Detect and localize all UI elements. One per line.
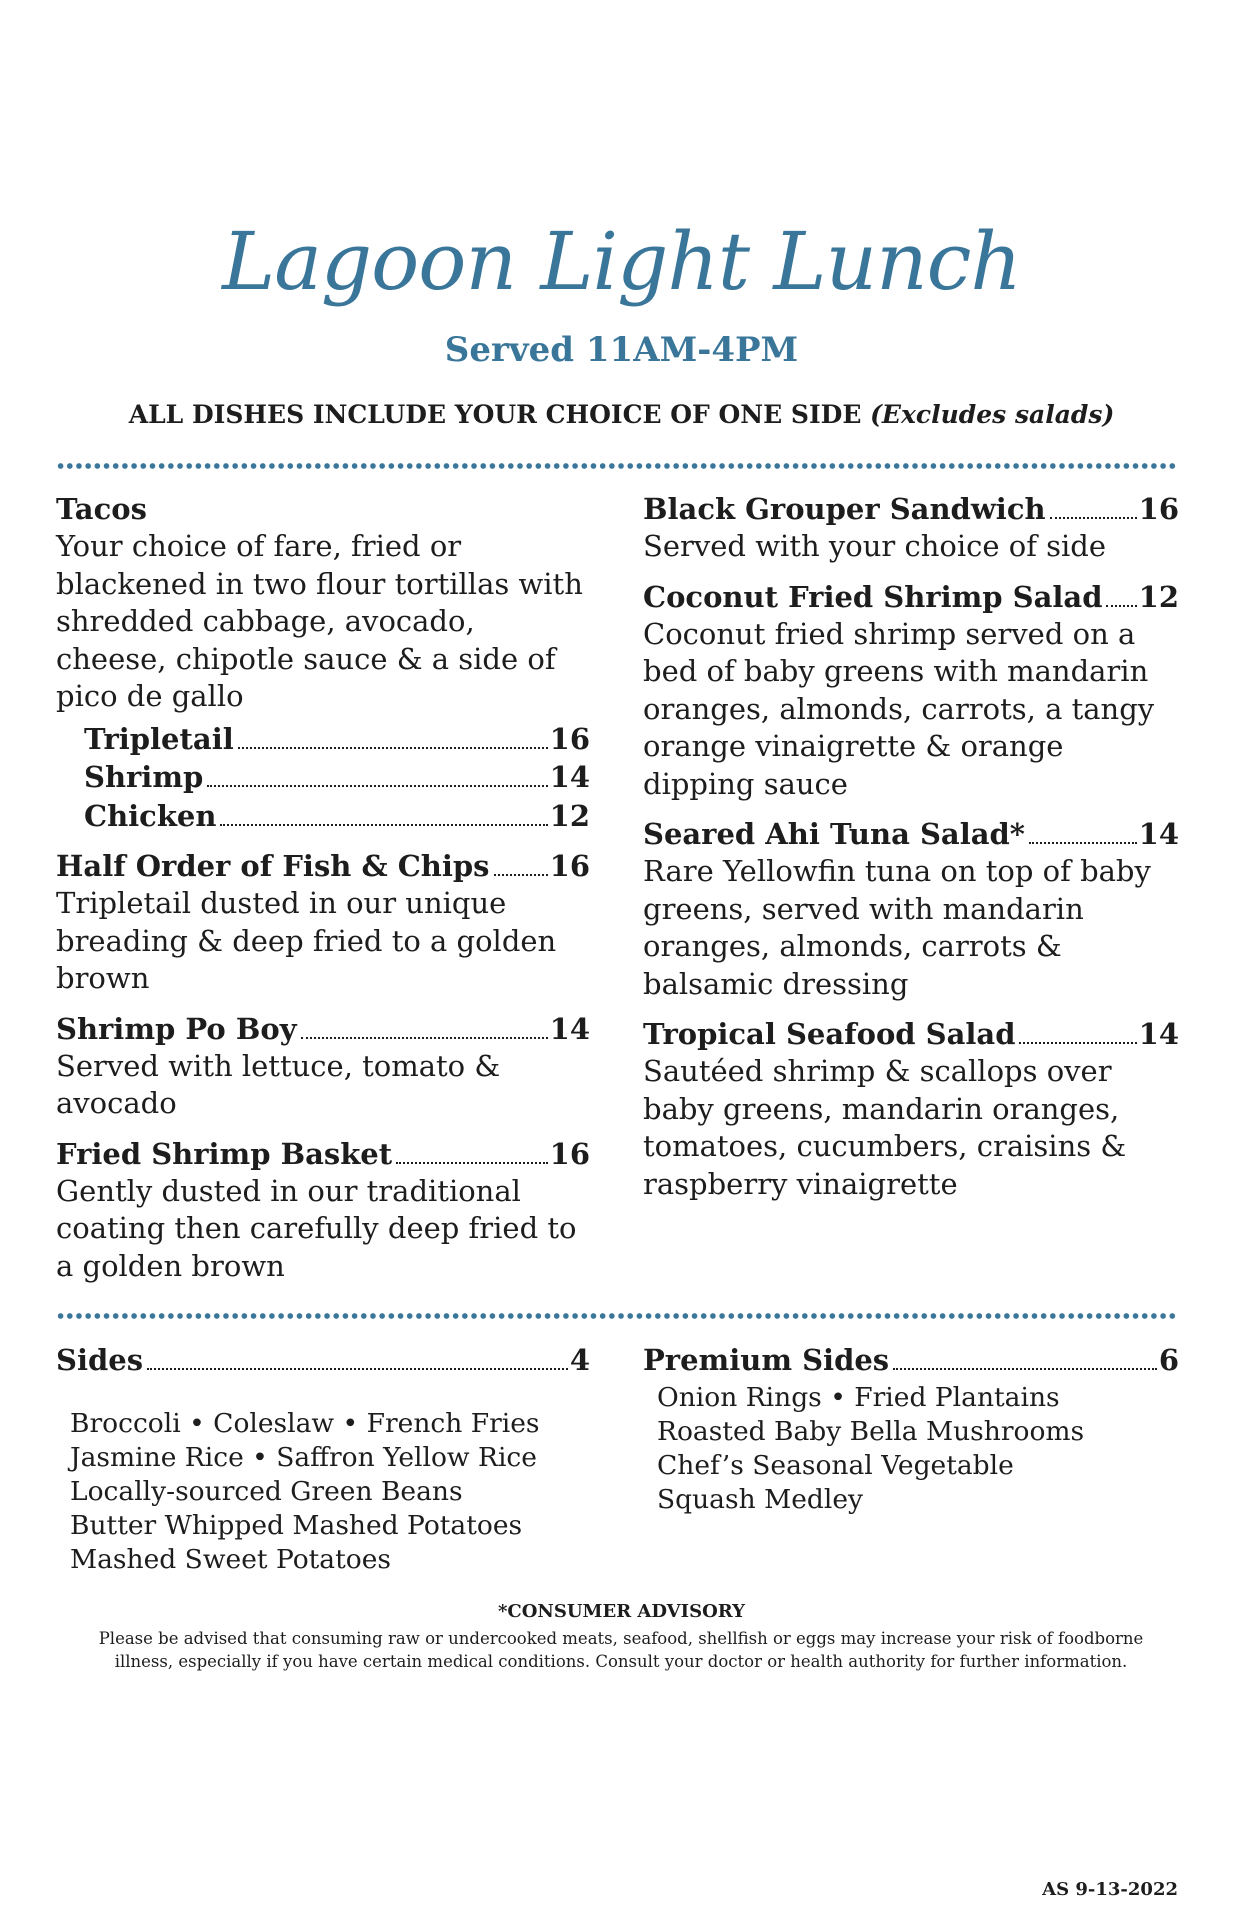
dot-leader bbox=[220, 824, 547, 826]
item-description: Coconut fried shrimp served on a bed of baby greens with mandarin oranges, almonds, carrots, a tangy orange vinaigrette & orange dipping sauce bbox=[643, 616, 1155, 801]
taco-option bbox=[84, 758, 590, 797]
sides-list bbox=[56, 1407, 590, 1577]
item-name: Fried Shrimp Basket bbox=[56, 1136, 393, 1171]
sides-section bbox=[56, 1341, 590, 1577]
dot-leader bbox=[1019, 1042, 1136, 1044]
dot-leader bbox=[1029, 842, 1137, 844]
dotted-divider-bottom bbox=[56, 1312, 1178, 1320]
document-code: AS 9-13-2022 bbox=[1042, 1879, 1178, 1900]
item-name: Shrimp Po Boy bbox=[56, 1011, 297, 1046]
sides-price: 4 bbox=[569, 1343, 590, 1377]
left-column bbox=[56, 490, 590, 1297]
item-description: Tripletail dusted in our unique breading & deep fried to a golden brown bbox=[56, 886, 557, 995]
side-notice-main: ALL DISHES INCLUDE YOUR CHOICE OF ONE SIDE bbox=[128, 400, 862, 429]
dot-leader bbox=[1050, 517, 1137, 519]
item-price: 12 bbox=[1138, 579, 1179, 614]
premium-sides-list bbox=[643, 1381, 1179, 1517]
menu-item-tacos bbox=[56, 490, 590, 835]
menu-item-fried-shrimp-basket bbox=[56, 1135, 590, 1286]
item-description: Rare Yellowfin tuna on top of baby greens, served with mandarin oranges, almonds, carrots & balsamic dressing bbox=[643, 854, 1151, 1001]
side-notice-note: (Excludes salads) bbox=[870, 400, 1115, 429]
menu-item-shrimp-po-boy bbox=[56, 1010, 590, 1123]
item-price: 14 bbox=[1138, 1017, 1179, 1051]
advisory-text bbox=[48, 1627, 1194, 1673]
dot-leader bbox=[207, 785, 547, 787]
side-notice bbox=[0, 402, 1243, 427]
option-name: Tripletail bbox=[84, 721, 234, 756]
taco-option bbox=[84, 797, 590, 836]
item-name: Tropical Seafood Salad bbox=[643, 1017, 1016, 1051]
taco-option bbox=[84, 720, 590, 759]
serving-hours: Served 11AM-4PM bbox=[444, 330, 799, 370]
side-line: Jasmine Rice • Saffron Yellow Rice bbox=[70, 1442, 537, 1473]
item-name: Half Order of Fish & Chips bbox=[56, 849, 490, 883]
menu-item-black-grouper bbox=[643, 490, 1179, 566]
item-price: 16 bbox=[1138, 492, 1179, 526]
item-description: Sautéed shrimp & scallops over baby greens, mandarin oranges, tomatoes, cucumbers, craisins & raspberry vinaigrette bbox=[643, 1054, 1127, 1201]
premium-sides-section bbox=[643, 1341, 1179, 1517]
dot-leader bbox=[238, 747, 548, 749]
side-line: Locally-sourced Green Beans bbox=[70, 1476, 463, 1507]
item-name: Coconut Fried Shrimp Salad bbox=[643, 579, 1103, 614]
item-description: Your choice of fare, fried or blackened in two flour tortillas with shredded cabbage, avocado, cheese, chipotle sauce & a side of pico de gallo bbox=[56, 529, 583, 713]
item-price: 14 bbox=[549, 1011, 590, 1046]
menu-item-tropical-seafood-salad bbox=[643, 1015, 1179, 1203]
item-description: Served with lettuce, tomato & avocado bbox=[56, 1048, 501, 1120]
menu-title: Lagoon Light Lunch bbox=[222, 215, 1021, 308]
side-line: Onion Rings • Fried Plantains bbox=[657, 1382, 1060, 1413]
side-line: Butter Whipped Mashed Potatoes bbox=[70, 1510, 523, 1541]
side-line: Broccoli • Coleslaw • French Fries bbox=[70, 1408, 540, 1439]
item-description: Gently dusted in our traditional coating then carefully deep fried to a golden brown bbox=[56, 1173, 577, 1283]
premium-sides-heading: Premium Sides bbox=[643, 1343, 890, 1377]
side-line: Chef’s Seasonal Vegetable bbox=[657, 1450, 1014, 1481]
option-name: Shrimp bbox=[84, 760, 204, 794]
dot-leader bbox=[893, 1368, 1157, 1370]
taco-options bbox=[56, 720, 590, 836]
option-price: 14 bbox=[549, 760, 590, 794]
dot-leader bbox=[396, 1162, 547, 1164]
dotted-divider-top bbox=[56, 462, 1178, 470]
advisory-line: Please be advised that consuming raw or undercooked meats, seafood, shellfish or eggs may increase your risk of foodborne bbox=[98, 1629, 1144, 1648]
advisory-line: illness, especially if you have certain medical conditions. Consult your doctor or health authority for further information. bbox=[114, 1652, 1128, 1671]
item-name: Tacos bbox=[56, 492, 147, 526]
premium-sides-price: 6 bbox=[1158, 1343, 1179, 1377]
advisory-heading: *CONSUMER ADVISORY bbox=[497, 1601, 746, 1622]
menu-item-coconut-shrimp-salad bbox=[643, 578, 1179, 804]
dot-leader bbox=[494, 874, 548, 876]
dot-leader bbox=[1106, 605, 1136, 607]
side-line: Mashed Sweet Potatoes bbox=[70, 1544, 391, 1575]
side-line: Roasted Baby Bella Mushrooms bbox=[657, 1416, 1085, 1447]
option-price: 12 bbox=[549, 798, 590, 833]
sides-heading: Sides bbox=[56, 1343, 144, 1377]
item-price: 16 bbox=[549, 1136, 590, 1171]
item-name: Black Grouper Sandwich bbox=[643, 492, 1046, 526]
right-column bbox=[643, 490, 1179, 1215]
item-price: 14 bbox=[1138, 817, 1179, 851]
item-price: 16 bbox=[549, 849, 590, 883]
side-line: Squash Medley bbox=[657, 1484, 863, 1515]
item-name: Seared Ahi Tuna Salad* bbox=[643, 817, 1025, 851]
item-description: Served with your choice of side bbox=[643, 529, 1107, 563]
dot-leader bbox=[147, 1368, 568, 1370]
menu-item-ahi-tuna-salad bbox=[643, 815, 1179, 1003]
option-name: Chicken bbox=[84, 798, 217, 833]
dot-leader bbox=[301, 1037, 548, 1039]
option-price: 16 bbox=[549, 721, 590, 756]
menu-item-fish-chips bbox=[56, 847, 590, 998]
